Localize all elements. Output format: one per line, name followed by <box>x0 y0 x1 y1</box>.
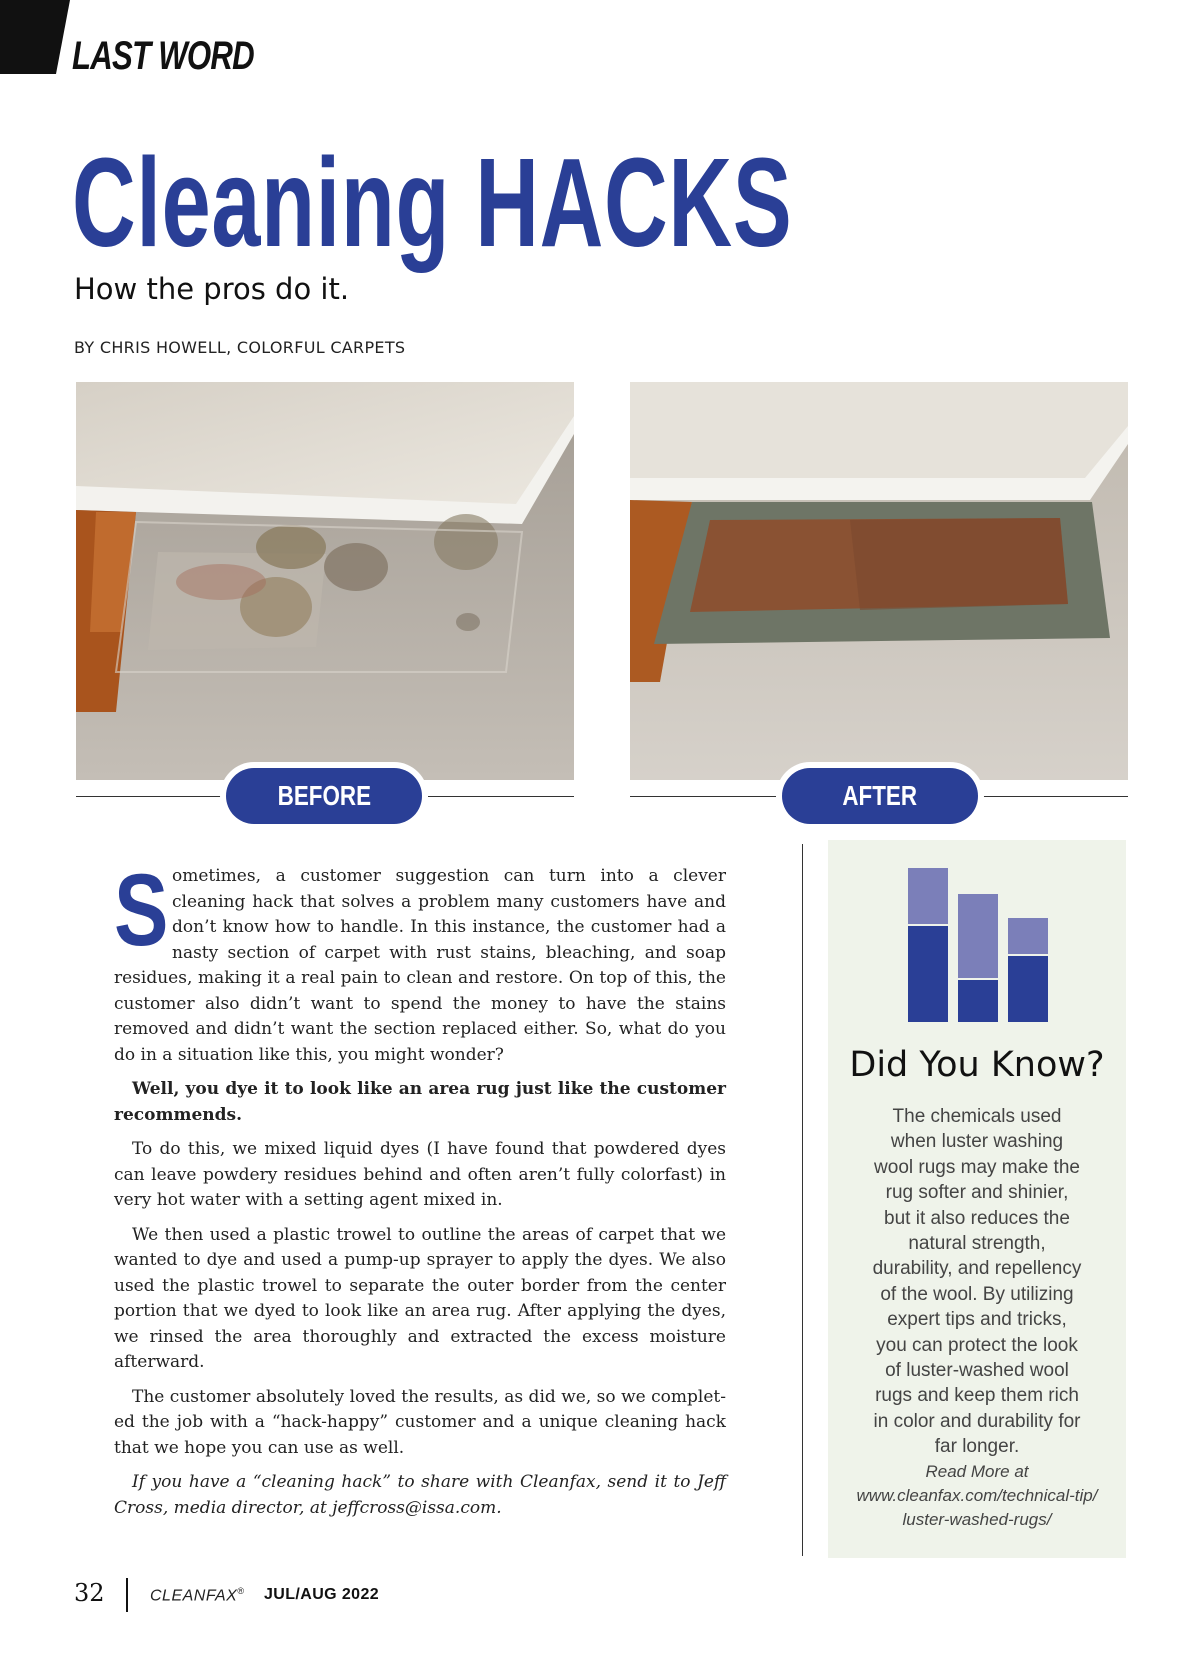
article-paragraph: To do this, we mixed liquid dyes (I have found that powdered dyes can leave powdery residues behind and often aren’t fully colorfast) in very hot water with a setting agent mixed in. <box>114 1139 726 1210</box>
article-paragraph: We then used a plastic trowel to outline the areas of carpet that we wanted to dye and used a pump-up sprayer to apply the dyes. We also used the plastic trowel to separate the outer border from the center portion that we dyed to look like an area rug. After applying the dyes, we rinsed the area thoroughly and extracted the excess moisture afterward. <box>114 1224 726 1372</box>
sidebar-title: Did You Know? <box>849 1045 1105 1085</box>
did-you-know-sidebar <box>828 840 1126 1558</box>
before-photo <box>76 382 574 780</box>
sidebar-read-more <box>838 1460 1116 1532</box>
read-more-label: Read More at <box>925 1462 1029 1481</box>
read-more-link[interactable]: www.cleanfax.com/technical-tip/ <box>856 1486 1098 1505</box>
page-number: 32 <box>74 1579 105 1607</box>
issue-date: JUL/AUG 2022 <box>264 1586 380 1603</box>
column-divider <box>802 844 803 1556</box>
article-paragraph: Well, you dye it to look like an area rug just like the customer recommends. <box>114 1079 726 1125</box>
sidebar-body: The chemicals used when luster washing wool rugs may make the rug softer and shinier, but it also reduces the natural strength, durability, and repellency of the wool. By utilizing expert tips and tricks, you can protect the look of luster-washed wool rugs and keep them rich in color and durability for far longer. <box>872 1106 1082 1458</box>
after-caption-rule-right <box>980 796 1128 797</box>
after-label: AFTER <box>782 768 978 824</box>
section-label: LAST WORD <box>72 34 254 78</box>
article-paragraph: The customer absolutely loved the results, as did we, so we complet-ed the job with a “hack-happy” customer and a unique cleaning hack that we hope you can use as well. <box>114 1386 726 1458</box>
footer-divider <box>126 1578 128 1612</box>
article-title: Cleaning HACKS <box>72 132 793 273</box>
article-byline: BY CHRIS HOWELL, COLORFUL CARPETS <box>74 338 406 357</box>
before-caption-rule-right <box>428 796 574 797</box>
before-caption-rule-left <box>76 796 226 797</box>
article-contact-note: If you have a “cleaning hack” to share with Cleanfax, send it to Jeff Cross, media director, at jeffcross@issa.com. <box>114 1472 726 1518</box>
section-corner-slant <box>56 0 70 74</box>
before-label: BEFORE <box>226 768 422 824</box>
magazine-name: CLEANFAX® <box>150 1586 245 1605</box>
drop-cap: S <box>114 853 169 967</box>
article-body <box>114 853 726 1530</box>
bar-chart-icon <box>908 868 1048 1028</box>
registered-mark: ® <box>237 1586 245 1596</box>
article-subtitle: How the pros do it. <box>74 272 350 306</box>
article-paragraph: Sometimes, a customer suggestion can turn into a clever cleaning hack that solves a problem many customers have and don’t know how to handle. In this instance, the customer had a nasty section of carpet with rust stains, bleaching, and soap residues, making it a real pain to clean and restore. On top of this, the customer also didn’t want to spend the money to have the stains removed and didn’t want the section replaced either. So, what do you do in a situation like this, you might wonder? <box>114 853 726 1065</box>
after-photo <box>630 382 1128 780</box>
read-more-link-cont[interactable]: luster-washed-rugs/ <box>902 1510 1052 1529</box>
section-corner-block <box>0 0 56 74</box>
after-caption-rule-left <box>630 796 776 797</box>
